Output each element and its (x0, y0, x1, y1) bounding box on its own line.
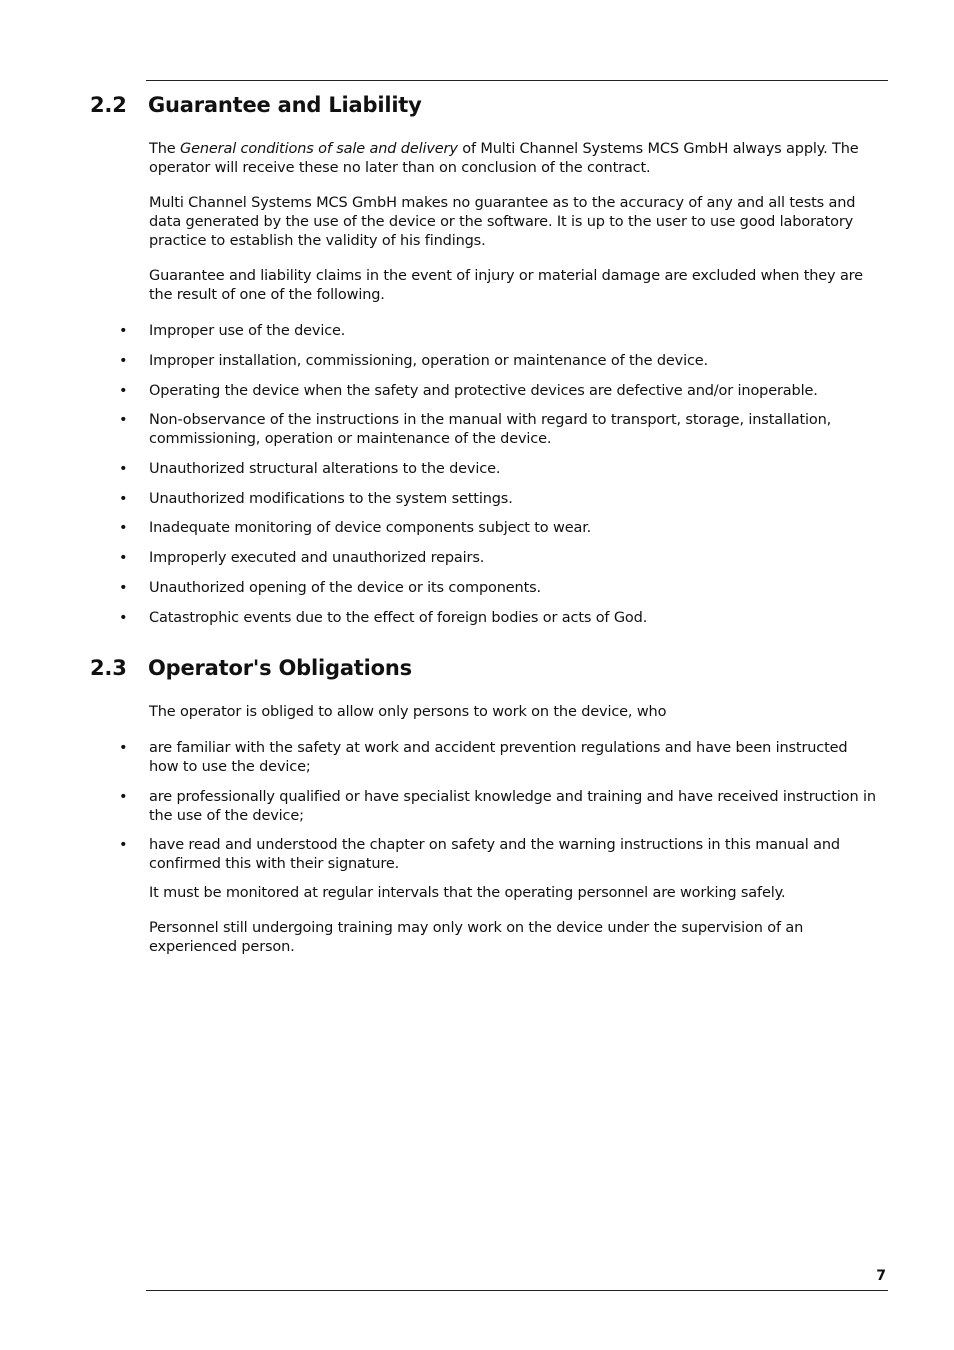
list-item-text: are professionally qualified or have specialist knowledge and training and have received instruction in the use of the device; (149, 789, 876, 824)
bullet-icon: • (119, 580, 128, 596)
bullet-icon: • (119, 412, 128, 428)
list-item (119, 490, 879, 509)
list-item-text: Inadequate monitoring of device components subject to wear. (149, 520, 592, 536)
bottom-rule (146, 1290, 888, 1291)
list-item-text: Improper installation, commissioning, operation or maintenance of the device. (149, 353, 709, 369)
list-item (119, 739, 879, 777)
bullet-icon: • (119, 837, 128, 853)
list-item-text: Improper use of the device. (149, 323, 346, 339)
list-item-text: Non-observance of the instructions in the manual with regard to transport, storage, installation, commissioning, operation or maintenance of the device. (149, 412, 832, 447)
bullet-icon: • (119, 789, 128, 805)
intro-text-start: The (149, 141, 180, 157)
section-number: 2.2 (90, 93, 127, 117)
bullet-icon: • (119, 520, 128, 536)
bullet-icon: • (119, 491, 128, 507)
bullet-icon: • (119, 461, 128, 477)
list-item (119, 460, 879, 479)
section-title: Guarantee and Liability (148, 93, 422, 117)
bullet-icon: • (119, 323, 128, 339)
page-number: 7 (876, 1268, 886, 1284)
list-item (119, 519, 879, 538)
bullet-icon: • (119, 383, 128, 399)
list-item-text: Operating the device when the safety and protective devices are defective and/or inoperable. (149, 383, 818, 399)
list-item-text: Improperly executed and unauthorized repairs. (149, 550, 485, 566)
bullet-icon: • (119, 550, 128, 566)
intro-text-end: of Multi Channel Systems MCS GmbH always apply. The operator will receive these no later than on conclusion of the contract. (149, 141, 859, 176)
list-item (119, 352, 879, 371)
section-title: Operator's Obligations (148, 656, 412, 680)
bullet-icon: • (119, 353, 128, 369)
training-paragraph: Personnel still undergoing training may only work on the device under the supervision of an experienced person. (149, 920, 804, 955)
section-number: 2.3 (90, 656, 127, 680)
list-item (119, 579, 879, 598)
guarantee-paragraph: Multi Channel Systems MCS GmbH makes no guarantee as to the accuracy of any and all tests and data generated by the use of the device or the software. It is up to the user to use good laboratory practice to establish the validity of his findings. (149, 195, 856, 249)
list-item-text: have read and understood the chapter on safety and the warning instructions in this manual and confirmed this with their signature. (149, 837, 840, 872)
top-rule (146, 80, 888, 81)
list-item (119, 609, 879, 628)
claims-paragraph: Guarantee and liability claims in the event of injury or material damage are excluded when they are the result of one of the following. (149, 268, 863, 303)
list-item-text: Catastrophic events due to the effect of foreign bodies or acts of God. (149, 610, 648, 626)
bullet-icon: • (119, 740, 128, 756)
list-item-text: are familiar with the safety at work and accident prevention regulations and have been instructed how to use the device; (149, 740, 848, 775)
list-item (119, 382, 879, 401)
monitoring-paragraph: It must be monitored at regular intervals that the operating personnel are working safely. (149, 885, 786, 901)
section-heading-2-2 (90, 93, 422, 117)
list-item-text: Unauthorized opening of the device or its components. (149, 580, 541, 596)
list-item-text: Unauthorized structural alterations to the device. (149, 461, 501, 477)
section-heading-2-3 (90, 656, 412, 680)
intro-italic-term: General conditions of sale and delivery (179, 141, 458, 157)
intro-paragraph (149, 140, 874, 178)
list-item (119, 836, 879, 874)
list-item (119, 549, 879, 568)
list-item (119, 411, 879, 449)
list-item-text: Unauthorized modifications to the system settings. (149, 491, 513, 507)
bullet-icon: • (119, 610, 128, 626)
list-item (119, 322, 879, 341)
list-item (119, 788, 879, 826)
obligations-intro: The operator is obliged to allow only persons to work on the device, who (149, 704, 667, 720)
